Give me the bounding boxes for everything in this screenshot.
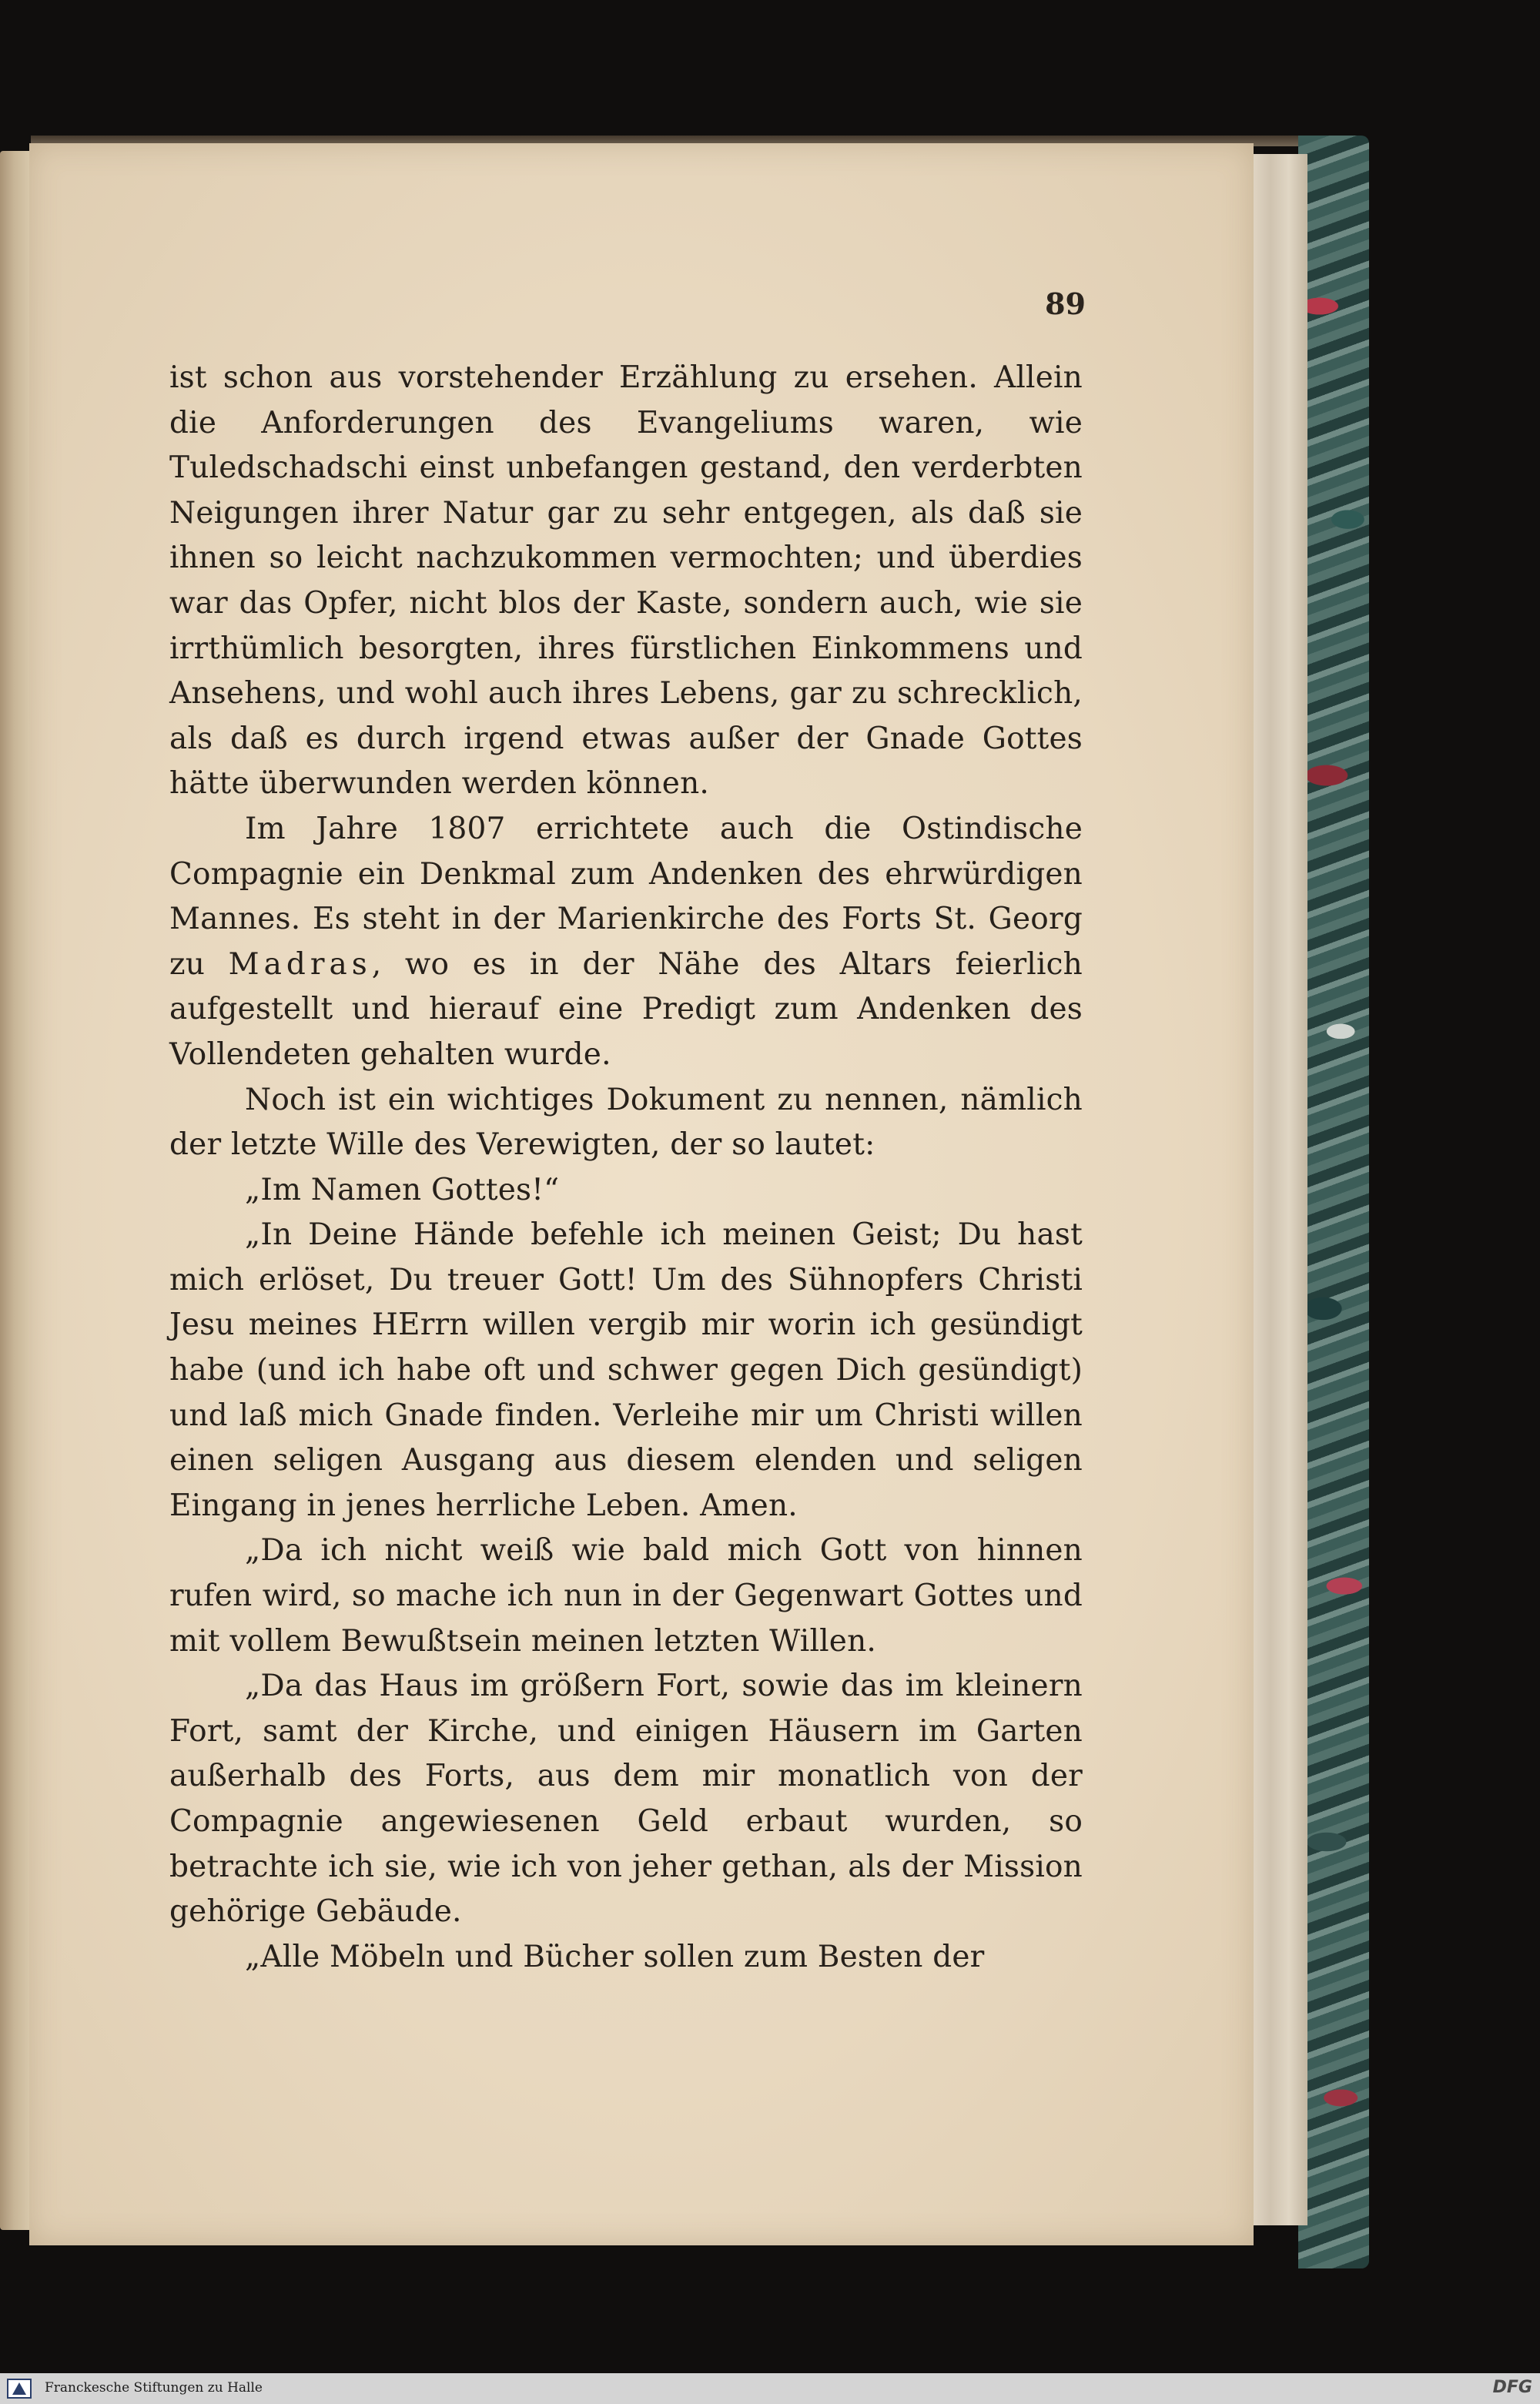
dfg-logo: DFG [1492, 2378, 1532, 2397]
page-edges [1246, 154, 1307, 2225]
paragraph: „Im Namen Gottes!“ [245, 1172, 560, 1207]
paragraph: Noch ist ein wichtiges Dokument zu nennen, nämlich der letzte Wille des Verewigten, der so lautet: [169, 1082, 1083, 1163]
paragraph: „In Deine Hände befehle ich meinen Geist; Du hast mich erlöset, Du treuer Gott! Um des Sühnopfers Christi Jesu meines HErrn willen vergib mir worin ich gesündigt habe (und ich habe oft und schwer gegen Dich gesündigt) und laß mich Gnade finden. Verleihe mir um Christi willen einen seligen Ausgang aus diesem elenden und seligen Eingang in jenes herrliche Leben. Amen. [169, 1217, 1083, 1523]
footer-credit: Franckesche Stiftungen zu Halle [45, 2380, 263, 2396]
paragraph: ist schon aus vorstehender Erzählung zu ersehen. Allein die Anforderungen des Evangeliums waren, wie Tuledschadschi einst unbefangen gestand, den verderbten Neigungen ihrer Natur gar zu sehr entgegen, als daß sie ihnen so leicht nachzukommen vermochten; und überdies war das Opfer, nicht blos der Kaste, sondern auch, wie sie irrthümlich besorgten, ihres fürstlichen Einkommens und Ansehens, und wohl auch ihres Lebens, gar zu schrecklich, als daß es durch irgend etwas außer der Gnade Gottes hätte überwunden werden können. [169, 360, 1083, 802]
spaced-place-name: Madras [228, 946, 372, 982]
paragraph: „Da das Haus im größern Fort, sowie das im kleinern Fort, samt der Kirche, und einigen Häusern im Garten außerhalb des Forts, aus dem mir monatlich von der Compagnie angewiesenen Geld erbaut wurden, so betrachte ich sie, wie ich von jeher gethan, als der Mission gehörige Gebäude. [169, 1669, 1083, 1930]
paragraph [169, 807, 1083, 1078]
book-cover-left [0, 151, 31, 2230]
body-text [169, 356, 1083, 1980]
paragraph-text-after: , wo es in der Nähe des Altars feierlich aufgestellt und hierauf eine Predigt zum Andenken des Vollendeten gehalten wurde. [169, 946, 1083, 1072]
marbled-back-cover [1298, 136, 1369, 2268]
paragraph: „Da ich nicht weiß wie bald mich Gott von hinnen rufen wird, so mache ich nun in der Gegenwart Gottes und mit vollem Bewußtsein meinen letzten Willen. [169, 1533, 1083, 1659]
paragraph: „Alle Möbeln und Bücher sollen zum Besten der [245, 1939, 985, 1974]
page-number: 89 [1045, 286, 1086, 321]
paragraph-text-before: Im Jahre 1807 errichtete auch die Ostindische Compagnie ein Denkmal zum Andenken des ehrwürdigen Mannes. Es steht in der Marienkirche des Forts St. Georg zu [169, 811, 1083, 982]
institution-logo-icon [6, 2378, 32, 2399]
